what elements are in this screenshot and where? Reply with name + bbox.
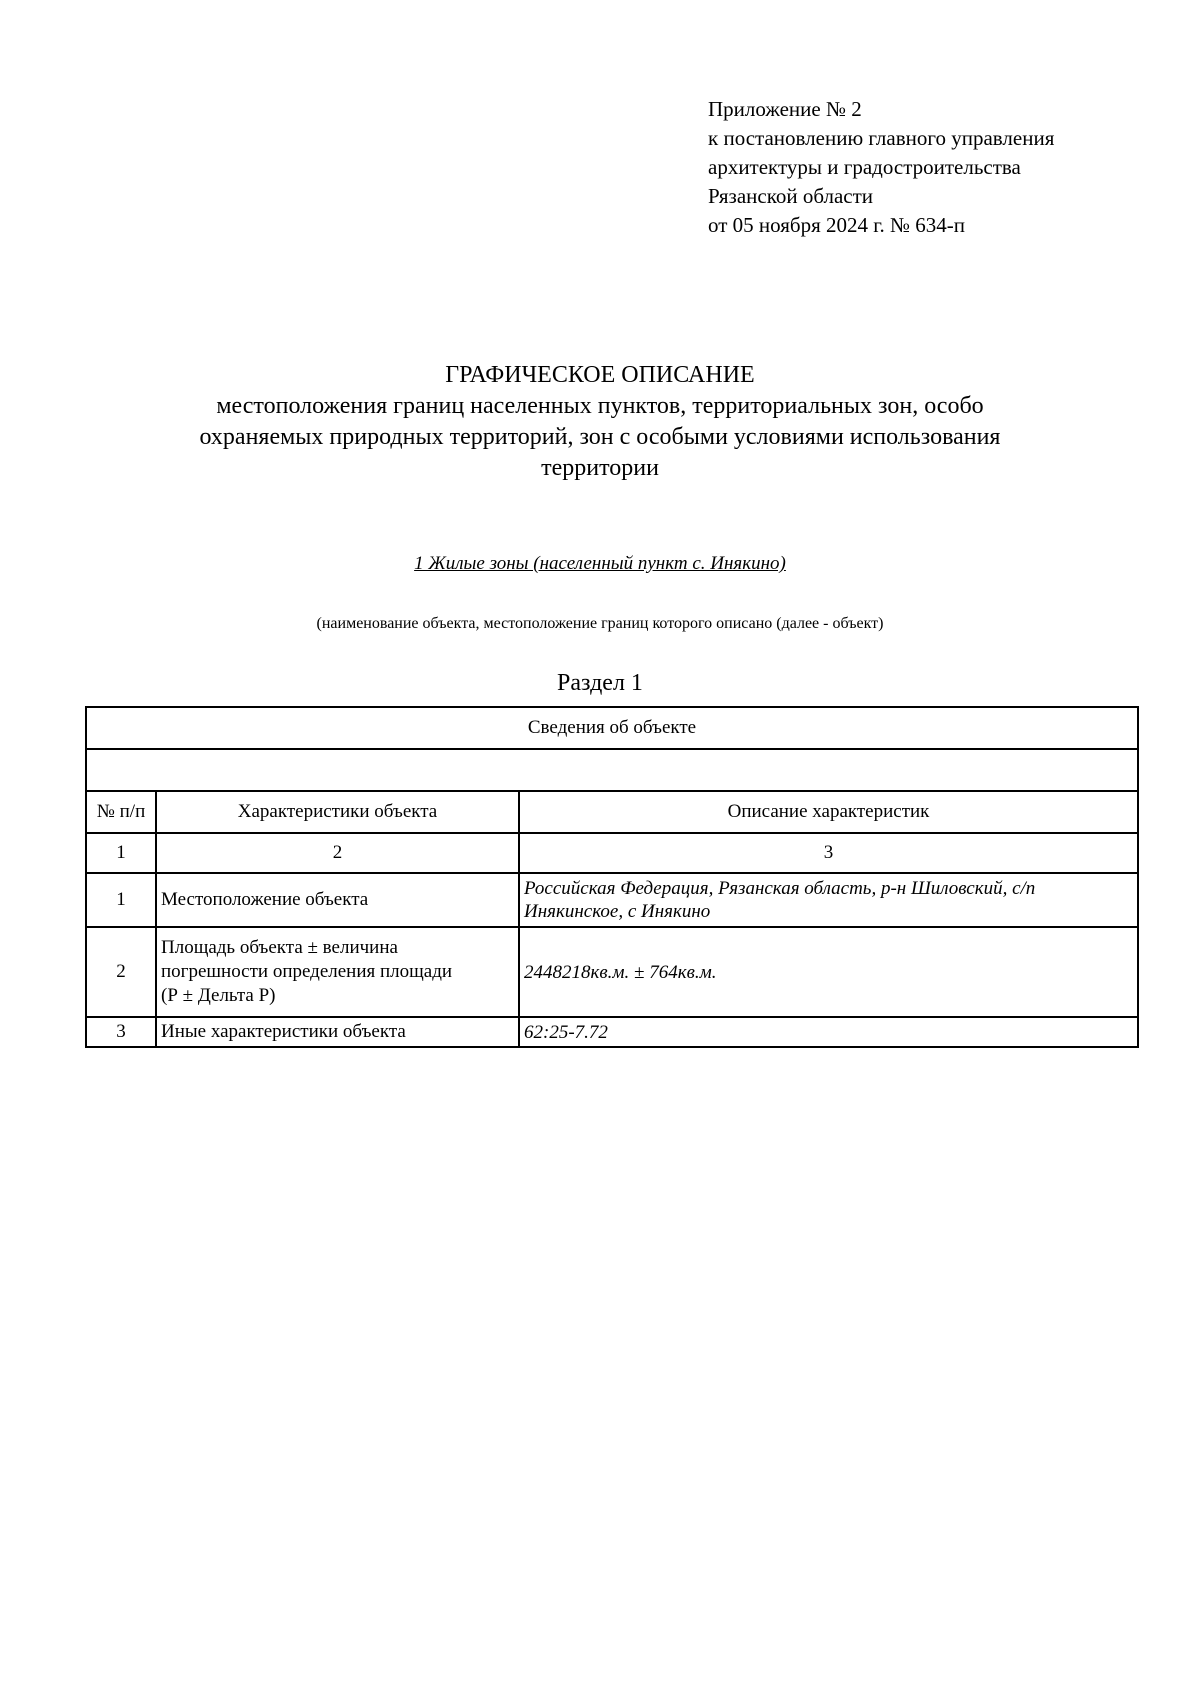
table-empty-cell xyxy=(86,749,1138,791)
title-line: территории xyxy=(541,455,659,481)
row-description xyxy=(519,873,1138,927)
characteristic-line: (Р ± Дельта Р) xyxy=(161,985,276,1006)
object-name: 1 Жилые зоны (населенный пункт с. Инякино) xyxy=(414,553,786,574)
column-header-num: № п/п xyxy=(86,791,156,833)
section-title: Раздел 1 xyxy=(557,670,643,696)
title-line: местоположения границ населенных пунктов, территориальных зон, особо xyxy=(216,393,984,419)
column-number: 2 xyxy=(156,833,519,873)
description-line: Российская Федерация, Рязанская область, р-н Шиловский, с/п xyxy=(524,878,1036,899)
appendix-line: к постановлению главного управления xyxy=(708,126,1055,150)
title-line: охраняемых природных территорий, зон с особыми условиями использования xyxy=(199,424,1001,450)
appendix-header xyxy=(708,95,1054,240)
row-num: 3 xyxy=(86,1017,156,1047)
column-number: 3 xyxy=(519,833,1138,873)
title-main: ГРАФИЧЕСКОЕ ОПИСАНИЕ xyxy=(445,362,755,388)
column-header-characteristic: Характеристики объекта xyxy=(156,791,519,833)
appendix-line: архитектуры и градостроительства xyxy=(708,155,1021,179)
table-row xyxy=(86,1017,1138,1047)
table-row xyxy=(86,873,1138,927)
row-description: 62:25-7.72 xyxy=(519,1017,1138,1047)
row-description: 2448218кв.м. ± 764кв.м. xyxy=(519,927,1138,1017)
row-characteristic: Иные характеристики объекта xyxy=(156,1017,519,1047)
table-column-numbers-row xyxy=(86,833,1138,873)
table-heading: Сведения об объекте xyxy=(86,707,1138,749)
document-title xyxy=(100,360,1100,484)
table-header-row xyxy=(86,791,1138,833)
object-caption: (наименование объекта, местоположение границ которого описано (далее - объект) xyxy=(316,615,884,632)
appendix-line: от 05 ноября 2024 г. № 634-п xyxy=(708,213,966,237)
table-row xyxy=(86,927,1138,1017)
table-heading-row xyxy=(86,707,1138,749)
row-num: 2 xyxy=(86,927,156,1017)
table-empty-row xyxy=(86,749,1138,791)
description-line: Инякинское, с Инякино xyxy=(524,901,711,922)
row-characteristic xyxy=(156,927,519,1017)
row-characteristic: Местоположение объекта xyxy=(156,873,519,927)
appendix-line: Рязанской области xyxy=(708,184,874,208)
characteristic-line: погрешности определения площади xyxy=(161,961,453,982)
appendix-line: Приложение № 2 xyxy=(708,97,862,121)
object-info-table xyxy=(85,706,1139,1048)
characteristic-line: Площадь объекта ± величина xyxy=(161,937,398,958)
column-number: 1 xyxy=(86,833,156,873)
row-num: 1 xyxy=(86,873,156,927)
column-header-description: Описание характеристик xyxy=(519,791,1138,833)
